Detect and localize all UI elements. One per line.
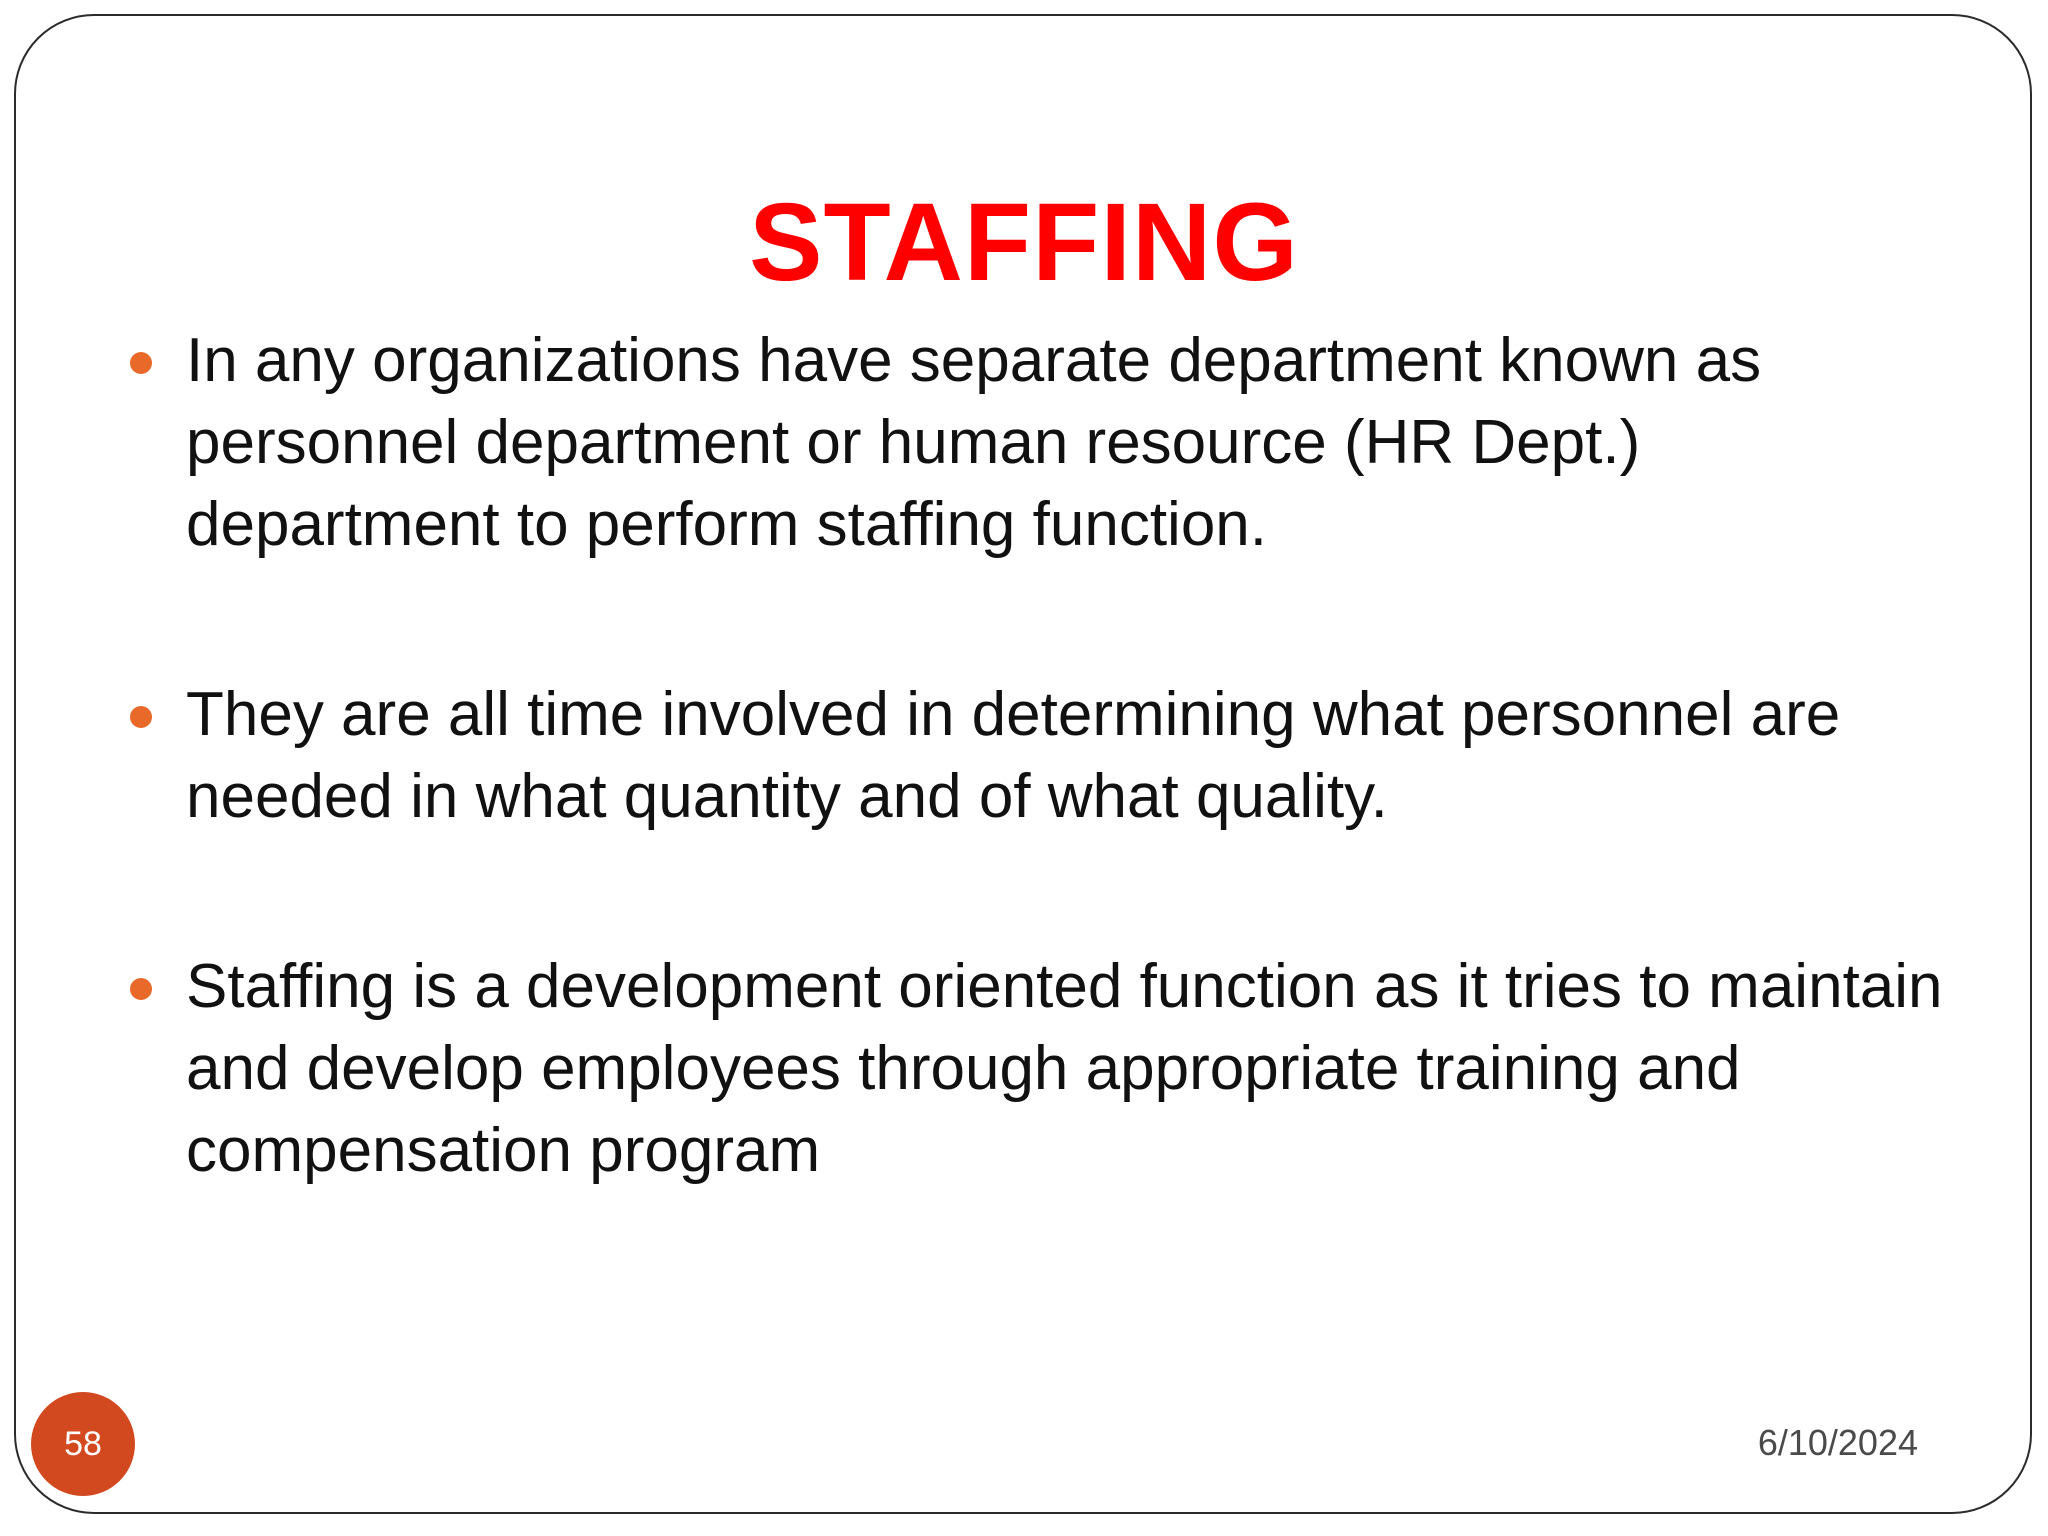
slide-title: STAFFING	[749, 181, 1299, 304]
slide-date: 6/10/2024	[1757, 1422, 1918, 1463]
bullet-text: Staffing is a development oriented function as it tries to maintain and develop employees through appropriate training and compensation program	[186, 952, 1943, 1185]
bullet-item	[130, 946, 1960, 1192]
bullet-dot-icon	[130, 706, 152, 728]
page-number-badge: 58	[31, 1392, 135, 1496]
bullet-list	[130, 320, 1960, 1192]
bullet-item	[130, 320, 1960, 566]
bullet-dot-icon	[130, 978, 152, 1000]
bullet-text: They are all time involved in determining what personnel are needed in what quantity and of what quality.	[186, 680, 1841, 831]
bullet-item	[130, 674, 1960, 838]
bullet-text: In any organizations have separate department known as personnel department or human resource (HR Dept.) department to perform staffing function.	[186, 326, 1762, 559]
bullet-dot-icon	[130, 352, 152, 374]
